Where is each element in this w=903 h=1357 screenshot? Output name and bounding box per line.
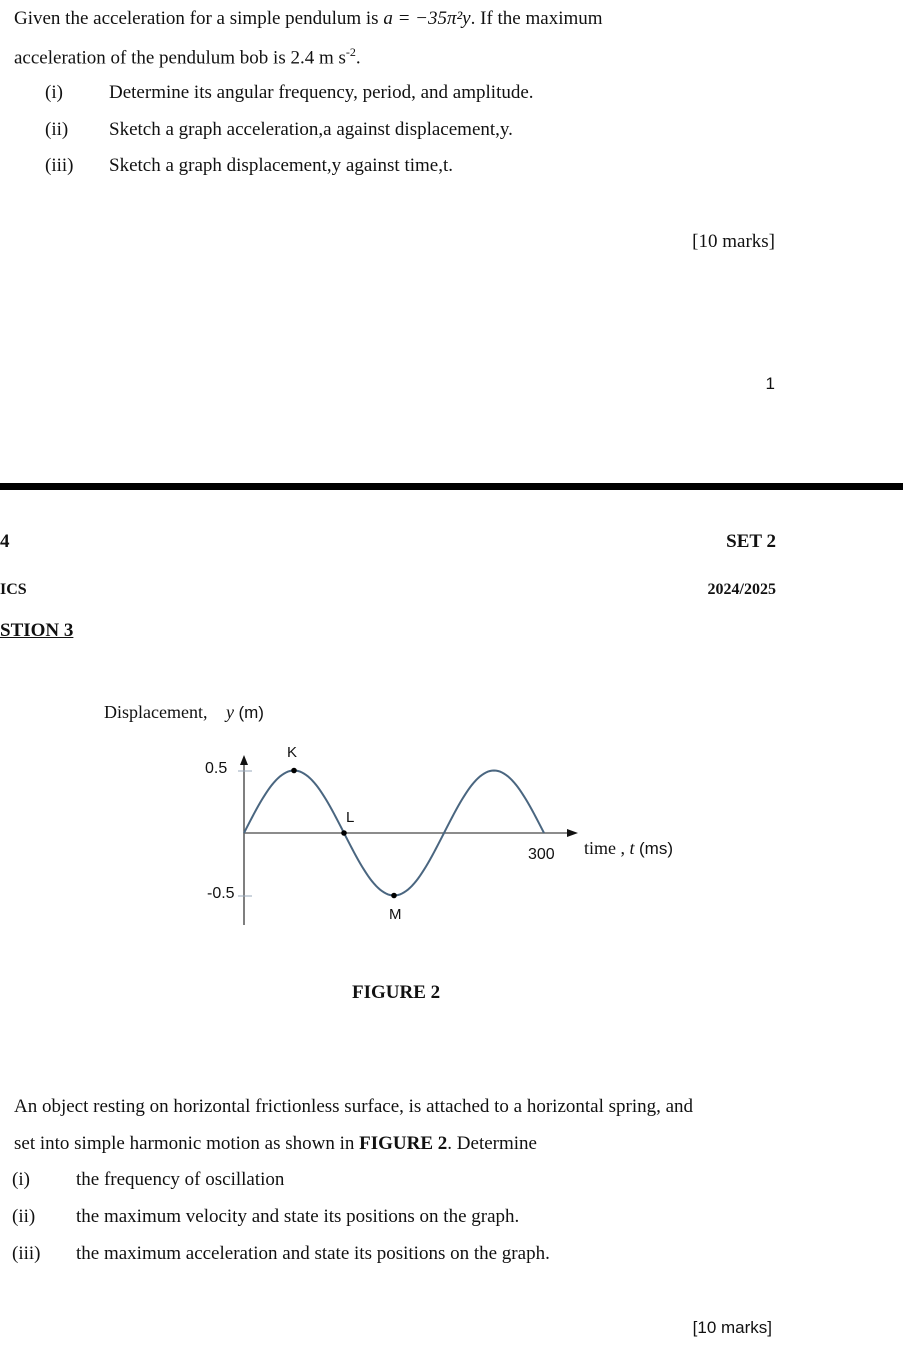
x-label-var: t (629, 838, 635, 858)
part-number: (i) (12, 1169, 30, 1190)
intro-text-end: . If the maximum (470, 8, 603, 29)
question-text-line2 (14, 1133, 537, 1155)
page-number: 1 (765, 374, 775, 393)
point-label-m: M (389, 906, 402, 923)
part-number: (iii) (12, 1243, 41, 1264)
header-year: 2024/2025 (707, 581, 776, 598)
part-number: (ii) (12, 1206, 36, 1227)
header-set: SET 2 (726, 531, 776, 552)
x-tick-label: 300 (528, 846, 555, 863)
part-text: Sketch a graph acceleration,a against displacement,y. (109, 119, 513, 140)
point-label-k: K (287, 744, 298, 761)
part-text: the maximum velocity and state its positions on the graph. (76, 1206, 520, 1227)
part-text: Sketch a graph displacement,y against time,t. (109, 155, 454, 176)
y-label-var: y (225, 702, 234, 722)
point-m (391, 893, 397, 899)
question-text: An object resting on horizontal frictionless surface, is attached to a horizontal spring, and (14, 1096, 694, 1117)
figure-reference: FIGURE 2 (359, 1133, 448, 1154)
question-heading: STION 3 (0, 620, 74, 641)
y-tick-label: -0.5 (207, 885, 235, 902)
x-label-unit: (ms) (639, 839, 673, 858)
part-number: (iii) (45, 155, 74, 176)
part-number: (i) (45, 82, 63, 103)
part-number: (ii) (45, 119, 69, 140)
y-axis-arrow-icon (240, 755, 248, 765)
part-text: Determine its angular frequency, period, and amplitude. (109, 82, 534, 103)
unit-exponent: -2 (345, 45, 356, 59)
part-text: the maximum acceleration and state its positions on the graph. (76, 1243, 550, 1264)
y-tick-label: 0.5 (205, 760, 228, 777)
figure-caption: FIGURE 2 (352, 982, 441, 1003)
line2-end: . Determine (447, 1133, 537, 1154)
point-l (341, 830, 347, 836)
line2-text: acceleration of the pendulum bob is 2.4 m s (14, 47, 346, 69)
y-label-text: Displacement, (104, 702, 208, 722)
x-label-text: time , (584, 838, 625, 858)
line2-end: . (355, 47, 361, 69)
part-text: the frequency of oscillation (76, 1169, 285, 1190)
header-code: ICS (0, 581, 27, 598)
marks-label: [10 marks] (692, 1318, 772, 1337)
point-k (291, 768, 297, 774)
point-label-l: L (346, 809, 355, 826)
marks-label: [10 marks] (692, 231, 775, 252)
line2-text: set into simple harmonic motion as shown in (14, 1133, 360, 1154)
header-number: 4 (0, 531, 10, 552)
x-axis-arrow-icon (567, 829, 578, 837)
y-label-unit: (m) (238, 703, 264, 722)
intro-text: Given the acceleration for a simple pendulum is (14, 8, 384, 29)
acceleration-equation: a = −35π²y (383, 8, 471, 29)
